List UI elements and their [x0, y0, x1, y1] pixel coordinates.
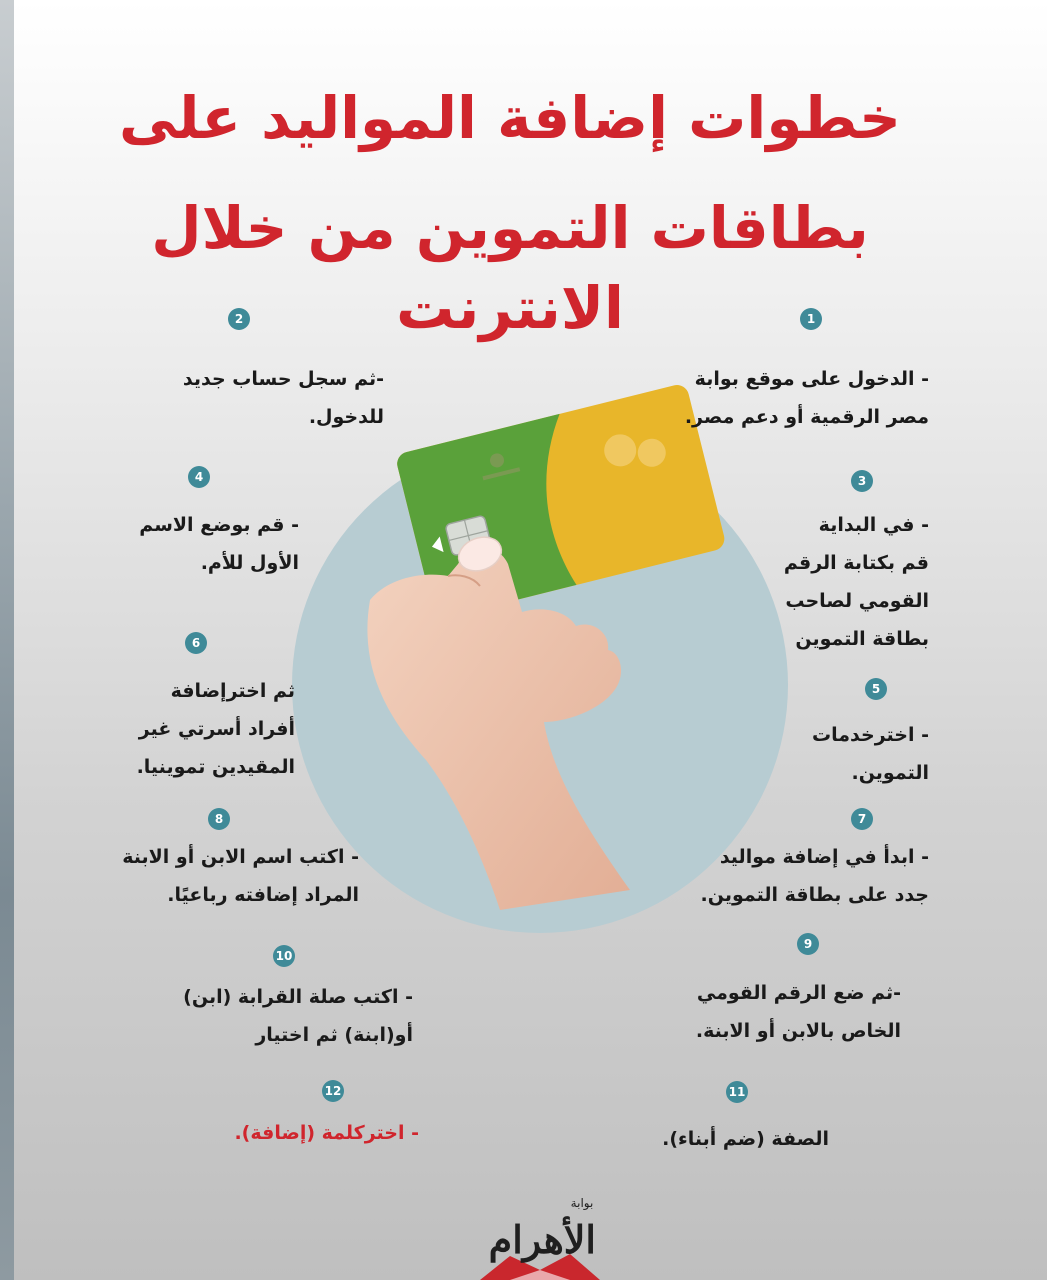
step-text	[183, 978, 413, 1054]
step-number-badge: 7	[851, 808, 873, 830]
step-line: بطاقة التموين	[795, 628, 929, 650]
step-number-badge: 1	[800, 308, 822, 330]
step-text	[812, 716, 929, 792]
step-line: القومي لصاحب	[785, 590, 929, 612]
step-line: -ثم ضع الرقم القومي	[696, 982, 901, 1004]
step-text	[139, 506, 299, 582]
logo-small-label: بوابة	[570, 1196, 594, 1210]
step-text	[122, 838, 359, 914]
step-line: أو(ابنة) ثم اختيار	[255, 1024, 413, 1046]
step-text	[662, 1120, 829, 1158]
step-number-badge: 6	[185, 632, 207, 654]
logo-wordmark: الأهرام	[488, 1217, 596, 1262]
step-line: الخاص بالابن أو الابنة.	[695, 1020, 901, 1042]
step-line: - الدخول على موقع بوابة	[694, 368, 929, 390]
step-line: الصفة (ضم أبناء).	[662, 1128, 829, 1150]
step-text	[696, 974, 901, 1050]
step-text	[137, 672, 295, 786]
step-line: - ابدأ في إضافة مواليد	[719, 846, 929, 868]
step-number-badge: 8	[208, 808, 230, 830]
step-line: -ثم سجل حساب جديد	[182, 368, 384, 390]
left-edge-decoration	[0, 0, 14, 1280]
step-line: - اختركلمة (إضافة).	[234, 1122, 419, 1144]
step-line: - اكتب صلة القرابة (ابن)	[183, 986, 413, 1008]
step-line: للدخول.	[308, 406, 384, 428]
step-line: ثم اخترإضافة	[170, 680, 295, 702]
step-number-badge: 3	[851, 470, 873, 492]
step-line: قم بكتابة الرقم	[783, 552, 929, 574]
step-text-highlight	[234, 1114, 419, 1152]
step-line: - في البداية	[818, 514, 929, 536]
step-line: مصر الرقمية أو دعم مصر.	[684, 406, 929, 428]
step-number-badge: 10	[273, 945, 295, 967]
page-title-line-2: بطاقات التموين من خلال الانترنت	[151, 194, 869, 342]
step-line: أفراد أسرتي غير	[138, 718, 295, 740]
step-line: الأول للأم.	[200, 552, 299, 574]
step-line: التموين.	[851, 762, 929, 784]
step-line: المراد إضافته رباعيًا.	[167, 884, 359, 906]
hand-icon	[367, 531, 630, 910]
step-text	[685, 360, 929, 436]
step-number-badge: 12	[322, 1080, 344, 1102]
step-line: المقيدين تموينيا.	[136, 756, 295, 778]
step-number-badge: 2	[228, 308, 250, 330]
step-text	[183, 360, 384, 436]
step-number-badge: 9	[797, 933, 819, 955]
step-line: - اكتب اسم الابن أو الابنة	[122, 846, 359, 868]
step-text	[784, 506, 929, 658]
step-line: جدد على بطاقة التموين.	[700, 884, 929, 906]
step-line: - اخترخدمات	[812, 724, 929, 746]
step-number-badge: 4	[188, 466, 210, 488]
step-number-badge: 11	[726, 1081, 748, 1103]
step-number-badge: 5	[865, 678, 887, 700]
step-text	[701, 838, 929, 914]
page-title-line-1: خطوات إضافة المواليد على	[119, 84, 901, 152]
step-line: - قم بوضع الاسم	[139, 514, 299, 536]
